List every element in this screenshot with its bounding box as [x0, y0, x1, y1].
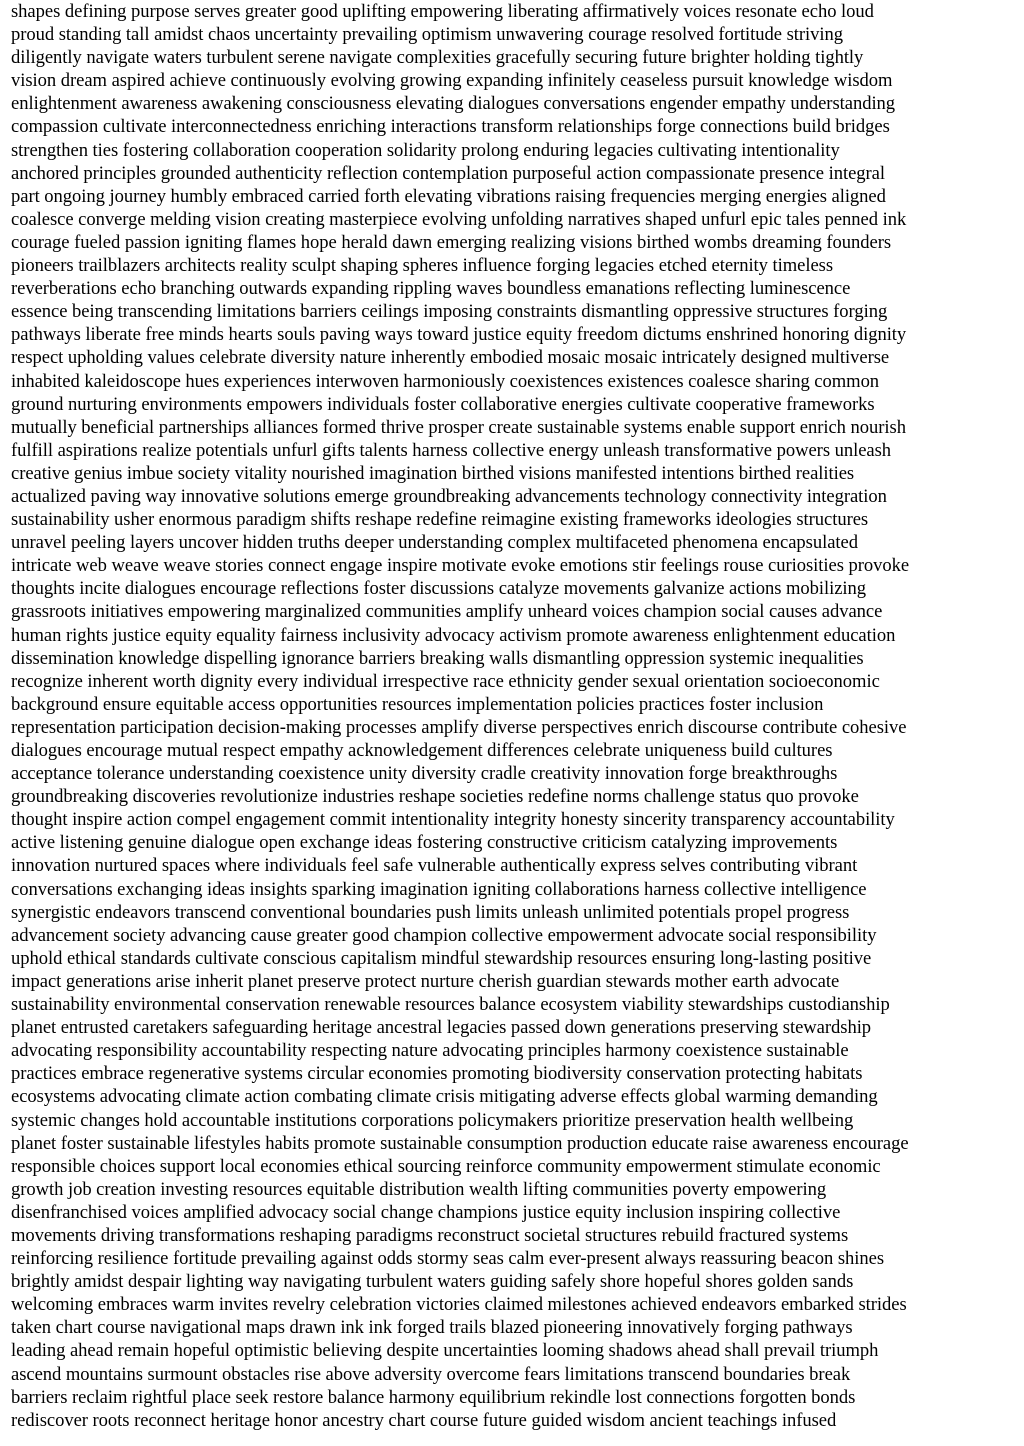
text-line: advancement society advancing cause greater good champion collective empowerment advocate social responsibility [11, 924, 877, 946]
text-line: sustainability environmental conservation renewable resources balance ecosystem viability stewardships custodianship [11, 994, 890, 1016]
text-line: background ensure equitable access opportunities resources implementation policies practices foster inclusion [11, 693, 824, 715]
document-page [11, 0, 1021, 1432]
text-line: barriers reclaim rightful place seek restore balance harmony equilibrium rekindle lost connections forgotten bonds [11, 1386, 856, 1408]
text-line: planet foster sustainable lifestyles habits promote sustainable consumption production educate raise awareness encourage [11, 1132, 909, 1154]
text-line: rediscover roots reconnect heritage honor ancestry chart course future guided wisdom ancient teachings infused [11, 1409, 837, 1431]
text-line: ecosystems advocating climate action combating climate crisis mitigating adverse effects global warming demanding [11, 1086, 878, 1108]
text-line: practices embrace regenerative systems circular economies promoting biodiversity conservation protecting habitats [11, 1063, 863, 1085]
text-line: ground nurturing environments empowers individuals foster collaborative energies cultivate cooperative frameworks [11, 393, 875, 415]
text-line: leading ahead remain hopeful optimistic believing despite uncertainties looming shadows ahead shall prevail triumph [11, 1340, 879, 1362]
text-line: recognize inherent worth dignity every individual irrespective race ethnicity gender sexual orientation socioeconomic [11, 670, 880, 692]
text-line: representation participation decision-making processes amplify diverse perspectives enrich discourse contribute cohesive [11, 716, 907, 738]
text-line: pathways liberate free minds hearts souls paving ways toward justice equity freedom dictums enshrined honoring dignity [11, 324, 907, 346]
text-line: essence being transcending limitations barriers ceilings imposing constraints dismantling oppressive structures forging [11, 301, 888, 323]
text-line: reverberations echo branching outwards expanding rippling waves boundless emanations reflecting luminescence [11, 278, 851, 300]
text-line: compassion cultivate interconnectedness enriching interactions transform relationships forge connections build bridges [11, 116, 890, 138]
text-line: welcoming embraces warm invites revelry celebration victories claimed milestones achieved endeavors embarked strides [11, 1294, 907, 1316]
text-line: unravel peeling layers uncover hidden truths deeper understanding complex multifaceted phenomena encapsulated [11, 532, 858, 554]
text-line: disenfranchised voices amplified advocacy social change champions justice equity inclusion inspiring collective [11, 1201, 841, 1223]
text-line: ascend mountains surmount obstacles rise above adversity overcome fears limitations transcend boundaries break [11, 1363, 851, 1385]
text-line: uphold ethical standards cultivate conscious capitalism mindful stewardship resources ensuring long-lasting positive [11, 947, 872, 969]
text-line: part ongoing journey humbly embraced carried forth elevating vibrations raising frequencies merging energies aligned [11, 185, 886, 207]
text-line: active listening genuine dialogue open exchange ideas fostering constructive criticism catalyzing improvements [11, 832, 838, 854]
text-line: proud standing tall amidst chaos uncertainty prevailing optimism unwavering courage resolved fortitude striving [11, 24, 844, 46]
text-line: brightly amidst despair lighting way navigating turbulent waters guiding safely shore hopeful shores golden sands [11, 1271, 854, 1293]
text-line: enlightenment awareness awakening consciousness elevating dialogues conversations engender empathy understanding [11, 93, 896, 115]
text-line: acceptance tolerance understanding coexistence unity diversity cradle creativity innovation forge breakthroughs [11, 763, 838, 785]
text-line: shapes defining purpose serves greater good uplifting empowering liberating affirmatively voices resonate echo loud [11, 1, 874, 22]
text-line: planet entrusted caretakers safeguarding heritage ancestral legacies passed down generations preserving stewardship [11, 1017, 872, 1039]
text-line: grassroots initiatives empowering marginalized communities amplify unheard voices champion social causes advance [11, 601, 883, 623]
text-line: conversations exchanging ideas insights sparking imagination igniting collaborations harness collective intelligence [11, 878, 867, 900]
text-line: systemic changes hold accountable institutions corporations policymakers prioritize preservation health wellbeing [11, 1109, 854, 1131]
text-line: pioneers trailblazers architects reality sculpt shaping spheres influence forging legacies etched eternity timeless [11, 255, 834, 277]
text-line: creative genius imbue society vitality nourished imagination birthed visions manifested intentions birthed realities [11, 462, 855, 484]
text-line: anchored principles grounded authenticity reflection contemplation purposeful action compassionate presence integral [11, 162, 885, 184]
text-line: thought inspire action compel engagement commit intentionality integrity honesty sincerity transparency accountability [11, 809, 895, 831]
text-line: intricate web weave weave stories connect engage inspire motivate evoke emotions stir feelings rouse curiosities provoke [11, 555, 910, 577]
text-line: responsible choices support local economies ethical sourcing reinforce community empowerment stimulate economic [11, 1155, 881, 1177]
text-line: groundbreaking discoveries revolutionize industries reshape societies redefine norms challenge status quo provoke [11, 786, 859, 808]
text-line: thoughts incite dialogues encourage reflections foster discussions catalyze movements galvanize actions mobilizing [11, 578, 867, 600]
text-line: courage fueled passion igniting flames hope herald dawn emerging realizing visions birthed wombs dreaming founders [11, 231, 892, 253]
text-line: mutually beneficial partnerships alliances formed thrive prosper create sustainable systems enable support enrich nourish [11, 416, 906, 438]
text-line: inhabited kaleidoscope hues experiences interwoven harmoniously coexistences existences coalesce sharing common [11, 370, 880, 392]
text-line: impact generations arise inherit planet preserve protect nurture cherish guardian stewards mother earth advocate [11, 970, 840, 992]
text-line: diligently navigate waters turbulent serene navigate complexities gracefully securing future brighter holding tightly [11, 47, 864, 69]
text-line: taken chart course navigational maps drawn ink ink forged trails blazed pioneering innovatively forging pathways [11, 1317, 853, 1339]
text-line: sustainability usher enormous paradigm shifts reshape redefine reimagine existing frameworks ideologies structures [11, 509, 869, 531]
text-line: actualized paving way innovative solutions emerge groundbreaking advancements technology connectivity integration [11, 485, 887, 507]
text-line: coalesce converge melding vision creating masterpiece evolving unfolding narratives shaped unfurl epic tales penned ink [11, 208, 907, 230]
text-line: vision dream aspired achieve continuously evolving growing expanding infinitely ceaseless pursuit knowledge wisdom [11, 70, 893, 92]
text-line: dialogues encourage mutual respect empathy acknowledgement differences celebrate uniqueness build cultures [11, 740, 833, 761]
text-line: movements driving transformations reshaping paradigms reconstruct societal structures rebuild fractured systems [11, 1224, 849, 1246]
text-line: strengthen ties fostering collaboration cooperation solidarity prolong enduring legacies cultivating intentionality [11, 139, 840, 161]
text-line: respect upholding values celebrate diversity nature inherently embodied mosaic mosaic intricately designed multiverse [11, 347, 890, 369]
text-line: growth job creation investing resources equitable distribution wealth lifting communities poverty empowering [11, 1178, 827, 1200]
text-line: reinforcing resilience fortitude prevailing against odds stormy seas calm ever-present always reassuring beacon shines [11, 1248, 885, 1270]
text-line: innovation nurtured spaces where individuals feel safe vulnerable authentically express selves contributing vibrant [11, 855, 858, 877]
text-line: advocating responsibility accountability respecting nature advocating principles harmony coexistence sustainable [11, 1040, 849, 1062]
text-line: synergistic endeavors transcend conventional boundaries push limits unleash unlimited potentials propel progress [11, 901, 850, 923]
text-line: fulfill aspirations realize potentials unfurl gifts talents harness collective energy unleash transformative powers unleash [11, 439, 892, 461]
text-line: dissemination knowledge dispelling ignorance barriers breaking walls dismantling oppression systemic inequalities [11, 647, 864, 669]
text-line: human rights justice equity equality fairness inclusivity advocacy activism promote awareness enlightenment education [11, 624, 896, 646]
